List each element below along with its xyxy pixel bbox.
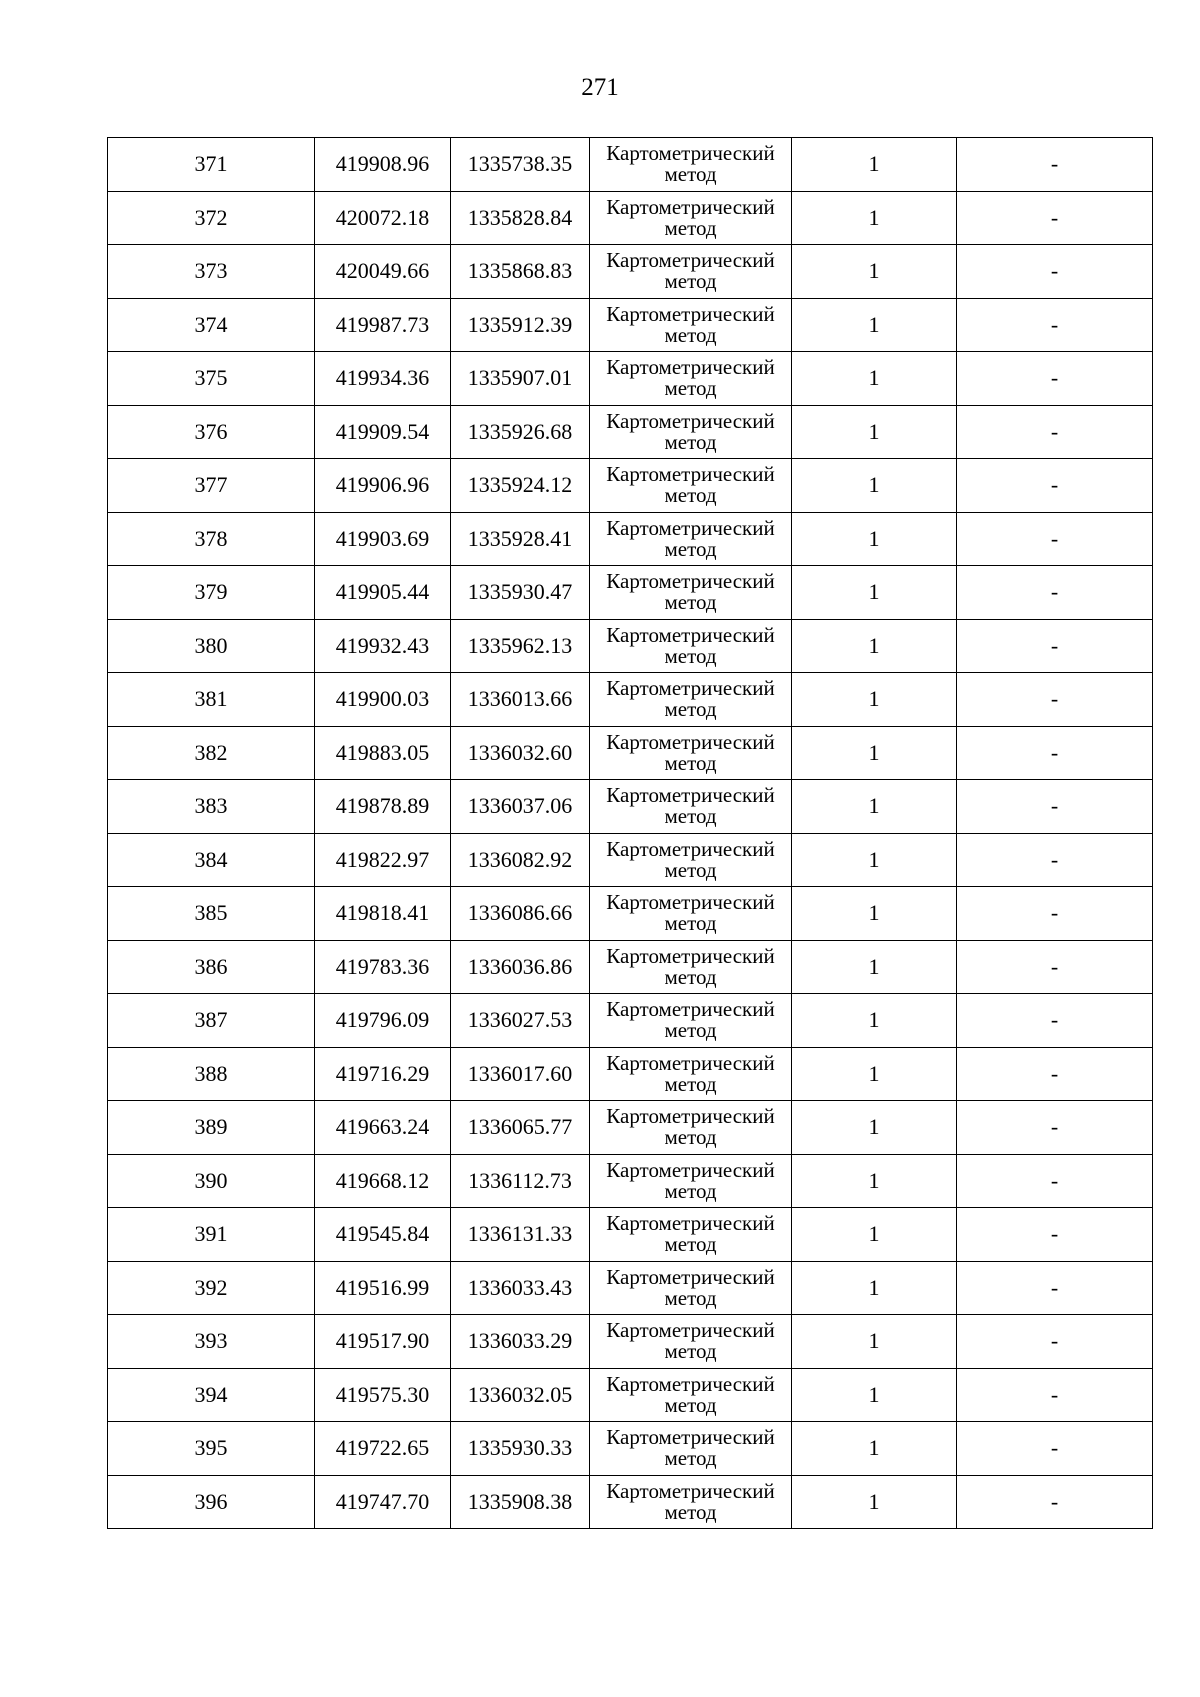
accuracy-cell: 1: [792, 512, 957, 566]
table-row: [108, 566, 1153, 620]
description-cell: -: [957, 1261, 1153, 1315]
table-row: [108, 1101, 1153, 1155]
method-cell: Картометрический метод: [590, 138, 792, 192]
description-cell: -: [957, 1368, 1153, 1422]
method-cell: Картометрический метод: [590, 887, 792, 941]
description-cell: -: [957, 459, 1153, 513]
accuracy-cell: 1: [792, 833, 957, 887]
table-row: [108, 1368, 1153, 1422]
method-cell: Картометрический метод: [590, 673, 792, 727]
table-row: [108, 245, 1153, 299]
point-number-cell: 390: [108, 1154, 315, 1208]
description-cell: -: [957, 1475, 1153, 1529]
point-number-cell: 380: [108, 619, 315, 673]
y-coordinate-cell: 1336086.66: [451, 887, 590, 941]
point-number-cell: 396: [108, 1475, 315, 1529]
table-row: [108, 1422, 1153, 1476]
description-cell: -: [957, 512, 1153, 566]
x-coordinate-cell: 419883.05: [315, 726, 451, 780]
x-coordinate-cell: 419747.70: [315, 1475, 451, 1529]
x-coordinate-cell: 419545.84: [315, 1208, 451, 1262]
method-cell: Картометрический метод: [590, 726, 792, 780]
method-cell: Картометрический метод: [590, 566, 792, 620]
y-coordinate-cell: 1336032.05: [451, 1368, 590, 1422]
y-coordinate-cell: 1335928.41: [451, 512, 590, 566]
accuracy-cell: 1: [792, 994, 957, 1048]
description-cell: -: [957, 726, 1153, 780]
method-cell: Картометрический метод: [590, 191, 792, 245]
accuracy-cell: 1: [792, 1047, 957, 1101]
accuracy-cell: 1: [792, 1475, 957, 1529]
description-cell: -: [957, 1422, 1153, 1476]
x-coordinate-cell: 419934.36: [315, 352, 451, 406]
y-coordinate-cell: 1336036.86: [451, 940, 590, 994]
x-coordinate-cell: 419908.96: [315, 138, 451, 192]
table-row: [108, 940, 1153, 994]
point-number-cell: 376: [108, 405, 315, 459]
description-cell: -: [957, 940, 1153, 994]
table-row: [108, 405, 1153, 459]
x-coordinate-cell: 419783.36: [315, 940, 451, 994]
table-row: [108, 191, 1153, 245]
x-coordinate-cell: 419878.89: [315, 780, 451, 834]
y-coordinate-cell: 1336033.29: [451, 1315, 590, 1369]
accuracy-cell: 1: [792, 887, 957, 941]
accuracy-cell: 1: [792, 1261, 957, 1315]
table-row: [108, 1208, 1153, 1262]
page-number: 271: [581, 74, 619, 101]
method-cell: Картометрический метод: [590, 940, 792, 994]
y-coordinate-cell: 1336082.92: [451, 833, 590, 887]
method-cell: Картометрический метод: [590, 1475, 792, 1529]
point-number-cell: 373: [108, 245, 315, 299]
description-cell: -: [957, 673, 1153, 727]
table-row: [108, 780, 1153, 834]
point-number-cell: 382: [108, 726, 315, 780]
accuracy-cell: 1: [792, 1315, 957, 1369]
y-coordinate-cell: 1335868.83: [451, 245, 590, 299]
accuracy-cell: 1: [792, 1101, 957, 1155]
x-coordinate-cell: 419909.54: [315, 405, 451, 459]
table-row: [108, 619, 1153, 673]
point-number-cell: 386: [108, 940, 315, 994]
method-cell: Картометрический метод: [590, 1047, 792, 1101]
y-coordinate-cell: 1336017.60: [451, 1047, 590, 1101]
y-coordinate-cell: 1336037.06: [451, 780, 590, 834]
description-cell: -: [957, 298, 1153, 352]
method-cell: Картометрический метод: [590, 1368, 792, 1422]
x-coordinate-cell: 419796.09: [315, 994, 451, 1048]
method-cell: Картометрический метод: [590, 352, 792, 406]
y-coordinate-cell: 1335924.12: [451, 459, 590, 513]
accuracy-cell: 1: [792, 566, 957, 620]
table-row: [108, 459, 1153, 513]
accuracy-cell: 1: [792, 245, 957, 299]
point-number-cell: 385: [108, 887, 315, 941]
description-cell: -: [957, 619, 1153, 673]
method-cell: Картометрический метод: [590, 459, 792, 513]
table-row: [108, 1047, 1153, 1101]
point-number-cell: 393: [108, 1315, 315, 1369]
x-coordinate-cell: 419900.03: [315, 673, 451, 727]
coordinates-table: [107, 137, 1153, 1529]
x-coordinate-cell: 419905.44: [315, 566, 451, 620]
method-cell: Картометрический метод: [590, 833, 792, 887]
accuracy-cell: 1: [792, 405, 957, 459]
y-coordinate-cell: 1336112.73: [451, 1154, 590, 1208]
method-cell: Картометрический метод: [590, 405, 792, 459]
table-row: [108, 1261, 1153, 1315]
point-number-cell: 375: [108, 352, 315, 406]
accuracy-cell: 1: [792, 1154, 957, 1208]
y-coordinate-cell: 1335930.47: [451, 566, 590, 620]
method-cell: Картометрический метод: [590, 994, 792, 1048]
method-cell: Картометрический метод: [590, 1101, 792, 1155]
description-cell: -: [957, 191, 1153, 245]
y-coordinate-cell: 1336027.53: [451, 994, 590, 1048]
x-coordinate-cell: 419517.90: [315, 1315, 451, 1369]
description-cell: -: [957, 245, 1153, 299]
point-number-cell: 372: [108, 191, 315, 245]
method-cell: Картометрический метод: [590, 245, 792, 299]
method-cell: Картометрический метод: [590, 512, 792, 566]
table-row: [108, 138, 1153, 192]
y-coordinate-cell: 1336032.60: [451, 726, 590, 780]
table-row: [108, 994, 1153, 1048]
table-row: [108, 352, 1153, 406]
description-cell: -: [957, 405, 1153, 459]
x-coordinate-cell: 419668.12: [315, 1154, 451, 1208]
point-number-cell: 392: [108, 1261, 315, 1315]
table-body: [108, 138, 1153, 1529]
table-row: [108, 1475, 1153, 1529]
x-coordinate-cell: 419663.24: [315, 1101, 451, 1155]
x-coordinate-cell: 419906.96: [315, 459, 451, 513]
point-number-cell: 377: [108, 459, 315, 513]
accuracy-cell: 1: [792, 1208, 957, 1262]
y-coordinate-cell: 1335930.33: [451, 1422, 590, 1476]
accuracy-cell: 1: [792, 352, 957, 406]
y-coordinate-cell: 1335908.38: [451, 1475, 590, 1529]
accuracy-cell: 1: [792, 298, 957, 352]
description-cell: -: [957, 994, 1153, 1048]
table-row: [108, 1154, 1153, 1208]
method-cell: Картометрический метод: [590, 1422, 792, 1476]
point-number-cell: 371: [108, 138, 315, 192]
method-cell: Картометрический метод: [590, 1154, 792, 1208]
x-coordinate-cell: 419575.30: [315, 1368, 451, 1422]
point-number-cell: 387: [108, 994, 315, 1048]
table-row: [108, 673, 1153, 727]
y-coordinate-cell: 1335962.13: [451, 619, 590, 673]
table-row: [108, 512, 1153, 566]
point-number-cell: 394: [108, 1368, 315, 1422]
point-number-cell: 374: [108, 298, 315, 352]
accuracy-cell: 1: [792, 780, 957, 834]
y-coordinate-cell: 1336033.43: [451, 1261, 590, 1315]
x-coordinate-cell: 419716.29: [315, 1047, 451, 1101]
method-cell: Картометрический метод: [590, 1315, 792, 1369]
table-row: [108, 298, 1153, 352]
accuracy-cell: 1: [792, 459, 957, 513]
y-coordinate-cell: 1335926.68: [451, 405, 590, 459]
x-coordinate-cell: 420072.18: [315, 191, 451, 245]
accuracy-cell: 1: [792, 191, 957, 245]
y-coordinate-cell: 1335912.39: [451, 298, 590, 352]
y-coordinate-cell: 1335907.01: [451, 352, 590, 406]
description-cell: -: [957, 1047, 1153, 1101]
x-coordinate-cell: 419516.99: [315, 1261, 451, 1315]
description-cell: -: [957, 138, 1153, 192]
method-cell: Картометрический метод: [590, 619, 792, 673]
y-coordinate-cell: 1336013.66: [451, 673, 590, 727]
point-number-cell: 381: [108, 673, 315, 727]
point-number-cell: 391: [108, 1208, 315, 1262]
x-coordinate-cell: 419987.73: [315, 298, 451, 352]
point-number-cell: 395: [108, 1422, 315, 1476]
x-coordinate-cell: 419818.41: [315, 887, 451, 941]
table-row: [108, 1315, 1153, 1369]
point-number-cell: 389: [108, 1101, 315, 1155]
accuracy-cell: 1: [792, 1422, 957, 1476]
point-number-cell: 378: [108, 512, 315, 566]
description-cell: -: [957, 1208, 1153, 1262]
point-number-cell: 383: [108, 780, 315, 834]
accuracy-cell: 1: [792, 1368, 957, 1422]
description-cell: -: [957, 566, 1153, 620]
point-number-cell: 384: [108, 833, 315, 887]
point-number-cell: 379: [108, 566, 315, 620]
description-cell: -: [957, 1315, 1153, 1369]
description-cell: -: [957, 887, 1153, 941]
accuracy-cell: 1: [792, 940, 957, 994]
method-cell: Картометрический метод: [590, 298, 792, 352]
x-coordinate-cell: 420049.66: [315, 245, 451, 299]
accuracy-cell: 1: [792, 673, 957, 727]
y-coordinate-cell: 1335828.84: [451, 191, 590, 245]
x-coordinate-cell: 419722.65: [315, 1422, 451, 1476]
point-number-cell: 388: [108, 1047, 315, 1101]
description-cell: -: [957, 833, 1153, 887]
table-row: [108, 833, 1153, 887]
accuracy-cell: 1: [792, 138, 957, 192]
table-row: [108, 887, 1153, 941]
accuracy-cell: 1: [792, 726, 957, 780]
x-coordinate-cell: 419822.97: [315, 833, 451, 887]
table-row: [108, 726, 1153, 780]
accuracy-cell: 1: [792, 619, 957, 673]
y-coordinate-cell: 1335738.35: [451, 138, 590, 192]
description-cell: -: [957, 1101, 1153, 1155]
y-coordinate-cell: 1336131.33: [451, 1208, 590, 1262]
method-cell: Картометрический метод: [590, 1208, 792, 1262]
x-coordinate-cell: 419903.69: [315, 512, 451, 566]
description-cell: -: [957, 780, 1153, 834]
method-cell: Картометрический метод: [590, 780, 792, 834]
description-cell: -: [957, 352, 1153, 406]
method-cell: Картометрический метод: [590, 1261, 792, 1315]
y-coordinate-cell: 1336065.77: [451, 1101, 590, 1155]
description-cell: -: [957, 1154, 1153, 1208]
x-coordinate-cell: 419932.43: [315, 619, 451, 673]
